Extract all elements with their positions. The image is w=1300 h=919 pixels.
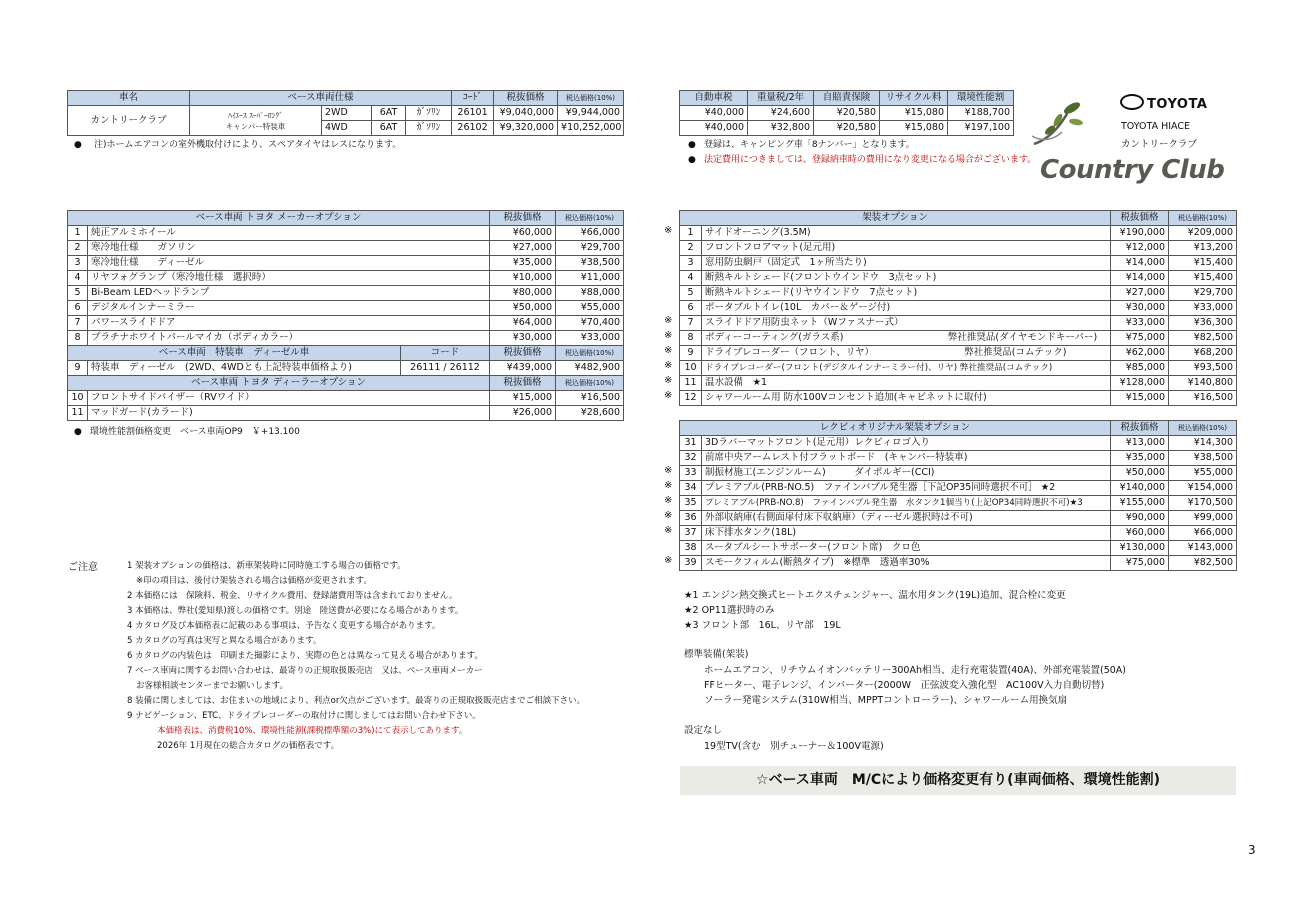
maker-options-title: ベース車両 トヨタ メーカーオプション [68, 211, 490, 226]
option-name: フロントフロアマット(足元用) [702, 241, 1111, 256]
option-name: 窓用防虫網戸（固定式 1ヶ所当たり) [702, 256, 1111, 271]
aftermarket-mark: ※ [664, 225, 673, 236]
price-tax: ¥482,900 [556, 361, 624, 376]
bullet-icon: ● [688, 155, 696, 165]
price: ¥27,000 [490, 241, 556, 256]
fuel: ｶﾞｿﾘﾝ [406, 106, 452, 121]
table-row [68, 361, 624, 376]
row-number: 32 [680, 451, 702, 466]
standard-line: ホームエアコン、リチウムイオンバッテリー300Ah相当、走行充電装置(40A)、外部充電装置(50A) [704, 665, 1126, 676]
code: 26102 [452, 121, 494, 136]
table-row [680, 526, 1237, 541]
header-base-spec: ベース車両仕様 [190, 91, 452, 106]
row-number: 11 [68, 406, 88, 421]
row-number: 9 [680, 346, 702, 361]
registration-note [688, 137, 915, 150]
option-name: 温水設備 ★1 [702, 376, 1111, 391]
table-row [680, 496, 1237, 511]
table-row [680, 361, 1237, 376]
toyota-wordmark: TOYOTA [1147, 97, 1208, 112]
header-car-name: 車名 [68, 91, 190, 106]
aftermarket-mark: ※ [664, 510, 673, 521]
code: 26101 [452, 106, 494, 121]
price: ¥128,000 [1111, 376, 1169, 391]
catalog-date-note: 2026年 1月現在の総合カタログの価格表です。 [157, 741, 340, 751]
price-change-banner: ☆ベース車両 M/Cにより価格変更有り(車両価格、環境性能割) [680, 766, 1236, 795]
env-tax: ¥188,700 [948, 106, 1014, 121]
price-tax: ¥16,500 [556, 391, 624, 406]
standard-title: 標準装備(架装) [684, 649, 749, 660]
price-tax: ¥15,400 [1169, 256, 1237, 271]
option-name: パワースライドドア [88, 316, 490, 331]
table-row [68, 316, 624, 331]
row-number: 9 [68, 361, 88, 376]
option-name: ドライブレコーダー(フロント(デジタルインナーミラー付)、リヤ) 弊社推奨品(コムテック) [702, 361, 1111, 376]
aftermarket-mark: ※ [664, 315, 673, 326]
price-tax: ¥82,500 [1169, 331, 1237, 346]
standard-line: FFヒーター、電子レンジ、インバーター(2000W 正弦波変入強化型 AC100V入力自動切替) [704, 680, 1105, 691]
table-row [680, 316, 1237, 331]
price: ¥14,000 [1111, 271, 1169, 286]
price-tax: ¥68,200 [1169, 346, 1237, 361]
diesel-code-header: コード [401, 346, 490, 361]
table-row [68, 271, 624, 286]
header-price: 税抜価格 [1111, 421, 1169, 436]
header-price: 税抜価格 [490, 376, 556, 391]
price-tax: ¥209,000 [1169, 226, 1237, 241]
option-name: プレミアブル(PRB-NO.8) ファインバブル発生器 水タンク1個当り(上記OP34同時選択不可)★3 [702, 496, 1111, 511]
option-code: 26111 / 26112 [401, 361, 490, 376]
row-number: 39 [680, 556, 702, 571]
price-tax: ¥170,500 [1169, 496, 1237, 511]
row-number: 8 [68, 331, 88, 346]
price-tax: ¥99,000 [1169, 511, 1237, 526]
row-number: 10 [68, 391, 88, 406]
env-tax: ¥197,100 [948, 121, 1014, 136]
row-number: 1 [68, 226, 88, 241]
price: ¥75,000 [1111, 556, 1169, 571]
caution-label: ご注意 [68, 562, 98, 573]
transmission: 6AT [372, 106, 406, 121]
table-row [680, 391, 1237, 406]
caution-line: 5 カタログの写真は実写と異なる場合があります。 [127, 636, 322, 646]
legal-fee-note-text: 法定費用につきましては、登録納車時の費用になり変更になる場合がございます。 [704, 155, 1037, 165]
option-name: 前席中央アームレスト付フラットボード (キャンパー特装車) [702, 451, 1111, 466]
table-row [680, 556, 1237, 571]
price-tax: ¥36,300 [1169, 316, 1237, 331]
auto-tax: ¥40,000 [680, 106, 748, 121]
price: ¥140,000 [1111, 481, 1169, 496]
weight-tax: ¥24,600 [748, 106, 814, 121]
price-tax: ¥33,000 [556, 331, 624, 346]
option-name: 断熱キルトシェード(リヤウインドウ 7点セット) [702, 286, 1111, 301]
toyota-emblem-icon [1120, 94, 1144, 110]
option-name: ポータブルトイレ(10L カバー＆ゲージ付) [702, 301, 1111, 316]
price: ¥50,000 [490, 301, 556, 316]
price-tax: ¥140,800 [1169, 376, 1237, 391]
table-row [680, 541, 1237, 556]
row-number: 6 [680, 301, 702, 316]
bullet-icon: ● [688, 140, 696, 150]
row-number: 36 [680, 511, 702, 526]
row-number: 5 [680, 286, 702, 301]
price-tax: ¥70,400 [556, 316, 624, 331]
option-name: シャワールーム用 防水100Vコンセント追加(キャビネットに取付) [702, 391, 1111, 406]
option-name: スータブルシートサポーター(フロント席) クロ色 [702, 541, 1111, 556]
header-price-tax: 税込価格(10%) [556, 376, 624, 391]
price: ¥35,000 [1111, 451, 1169, 466]
price-tax: ¥9,944,000 [558, 106, 624, 121]
caution-line: お客様相談センターまでお願いします。 [136, 681, 288, 691]
price-tax: ¥10,252,000 [558, 121, 624, 136]
caution-line: 3 本価格は、弊社(愛知県)渡しの価格です。別途 陸送費が必要になる場合があります。 [127, 606, 464, 616]
option-name: フロントサイドバイザー（RVワイド） [88, 391, 490, 406]
option-name: 床下排水タンク(18L) [702, 526, 1111, 541]
caution-line: 1 架装オプションの価格は、新車架装時に同時施工する場合の価格です。 [127, 561, 406, 571]
price: ¥10,000 [490, 271, 556, 286]
price-tax: ¥88,000 [556, 286, 624, 301]
header-price: 税抜価格 [494, 91, 558, 106]
diesel-title: ベース車両 特装車 ディーゼル車 [68, 346, 401, 361]
option-name: リヤフォグランプ（寒冷地仕様 選択時） [88, 271, 490, 286]
header-price-tax: 税込価格(10%) [556, 346, 624, 361]
price-tax: ¥13,200 [1169, 241, 1237, 256]
header-price: 税抜価格 [1111, 211, 1169, 226]
row-number: 5 [68, 286, 88, 301]
row-number: 8 [680, 331, 702, 346]
recycle: ¥15,080 [880, 106, 948, 121]
row-number: 3 [68, 256, 88, 271]
option-name: プラチナホワイトパールマイカ（ボディカラー） [88, 331, 490, 346]
row-number: 33 [680, 466, 702, 481]
price: ¥27,000 [1111, 286, 1169, 301]
price-tax: ¥14,300 [1169, 436, 1237, 451]
price-tax: ¥66,000 [556, 226, 624, 241]
option-name: 寒冷地仕様 ガソリン [88, 241, 490, 256]
price-tax: ¥33,000 [1169, 301, 1237, 316]
price-tax: ¥29,700 [1169, 286, 1237, 301]
drive: 2WD [322, 106, 372, 121]
price-tax: ¥29,700 [556, 241, 624, 256]
bullet-icon: ● [74, 140, 82, 150]
price-tax: ¥28,600 [556, 406, 624, 421]
table-row [68, 331, 624, 346]
price-tax: ¥38,500 [556, 256, 624, 271]
legal-fee-table [679, 90, 1014, 136]
price: ¥90,000 [1111, 511, 1169, 526]
registration-note-text: 登録は、キャンピング車「8ナンバー」となります。 [704, 140, 915, 150]
option-name: Bi-Beam LEDヘッドランプ [88, 286, 490, 301]
bullet-icon: ● [74, 427, 82, 437]
header-insurance: 自賠責保険 [814, 91, 880, 106]
header-auto-tax: 自動車税 [680, 91, 748, 106]
price-tax: ¥55,000 [1169, 466, 1237, 481]
price: ¥12,000 [1111, 241, 1169, 256]
row-number: 7 [680, 316, 702, 331]
base-vehicle-price-table [67, 90, 624, 136]
option-name: サイドオーニング(3.5M) [702, 226, 1111, 241]
price: ¥35,000 [490, 256, 556, 271]
table-row [680, 511, 1237, 526]
aftermarket-mark: ※ [664, 360, 673, 371]
legal-fee-note [688, 152, 1036, 165]
aftermarket-mark: ※ [664, 345, 673, 356]
option-name: スモークフィルム(断熱タイプ) ※標準 透過率30% [702, 556, 1111, 571]
row-number: 34 [680, 481, 702, 496]
aftermarket-mark: ※ [664, 375, 673, 386]
table-row [680, 286, 1237, 301]
caution-line: 9 ナビゲーション、ETC、ドライブレコーダーの取付けに関しましてはお問い合わせ下さい。 [127, 711, 481, 721]
price: ¥64,000 [490, 316, 556, 331]
option-name: マッドガード(カラード) [88, 406, 490, 421]
no-setting-title: 設定なし [684, 725, 723, 736]
transmission: 6AT [372, 121, 406, 136]
header-price-tax: 税込価格(10%) [558, 91, 624, 106]
recycle: ¥15,080 [880, 121, 948, 136]
table-row [680, 481, 1237, 496]
option-name: 外部収納庫(右側面扉付床下収納庫）（ディーゼル選択時は不可) [702, 511, 1111, 526]
price: ¥14,000 [1111, 256, 1169, 271]
row-number: 10 [680, 361, 702, 376]
standard-line: ソーラー発電システム(310W相当、MPPTコントローラー)、シャワールーム用換気扇 [704, 695, 1068, 706]
table-row [68, 226, 624, 241]
maker-options-table [67, 210, 624, 421]
option-name: ドライブレコーダー（フロント、リヤ） 弊社推奨品(コムテック) [702, 346, 1111, 361]
price-tax: ¥55,000 [556, 301, 624, 316]
price: ¥130,000 [1111, 541, 1169, 556]
env-tax-note-text: 環境性能割価格変更 ベース車両OP9 ￥+13.100 [90, 427, 300, 437]
drive: 4WD [322, 121, 372, 136]
caution-line: 4 カタログ及び本価格表に記載のある事項は、予告なく変更する場合があります。 [127, 621, 441, 631]
caution-line: 7 ベース車両に関するお問い合わせは、最寄りの正規取扱販売店 又は、ベース車両メーカー [127, 666, 483, 676]
price-tax: ¥11,000 [556, 271, 624, 286]
table-row [680, 466, 1237, 481]
table-row [68, 301, 624, 316]
aftermarket-mark: ※ [664, 525, 673, 536]
price: ¥13,000 [1111, 436, 1169, 451]
spare-tire-note [74, 137, 401, 150]
price: ¥30,000 [490, 331, 556, 346]
fuel: ｶﾞｿﾘﾝ [406, 121, 452, 136]
caution-line: 8 装備に関しましては、お住まいの地域により、利点or欠点がございます。最寄りの正規取扱販売店までご相談下さい。 [127, 696, 586, 706]
row-number: 2 [680, 241, 702, 256]
row-number: 1 [680, 226, 702, 241]
table-row [680, 376, 1237, 391]
price: ¥33,000 [1111, 316, 1169, 331]
aftermarket-mark: ※ [664, 555, 673, 566]
price: ¥80,000 [490, 286, 556, 301]
row-number: 4 [68, 271, 88, 286]
row-number: 12 [680, 391, 702, 406]
weight-tax: ¥32,800 [748, 121, 814, 136]
header-code: ｺｰﾄﾞ [452, 91, 494, 106]
caution-line: 6 カタログの内装色は 印刷また撮影により、実際の色とは異なって見える場合があります。 [127, 651, 483, 661]
row-number: 31 [680, 436, 702, 451]
dealer-options-title: ベース車両 トヨタ ディーラーオプション [68, 376, 490, 391]
price-tax: ¥16,500 [1169, 391, 1237, 406]
header-price: 税抜価格 [490, 346, 556, 361]
base-model-line1: ﾊｲｴｰｽ ｽｰﾊﾟｰﾛﾝｸﾞ [228, 110, 283, 120]
option-name: 断熱キルトシェード(フロントウインドウ 3点セット) [702, 271, 1111, 286]
header-env-tax: 環境性能割 [948, 91, 1014, 106]
header-price-tax: 税込価格(10%) [1169, 211, 1237, 226]
no-setting-line: 19型TV(含む 別チューナー＆100V電源) [704, 741, 884, 752]
price: ¥439,000 [490, 361, 556, 376]
table-row [68, 391, 624, 406]
option-name: デジタルインナーミラー [88, 301, 490, 316]
option-name: 寒冷地仕様 ディーゼル [88, 256, 490, 271]
row-number: 7 [68, 316, 88, 331]
brand-line1: TOYOTA HIACE [1121, 121, 1191, 132]
leaf-logo-icon [1028, 96, 1092, 152]
table-row [68, 241, 624, 256]
option-name: スライドドア用防虫ネット（Wファスナー式） [702, 316, 1111, 331]
price: ¥30,000 [1111, 301, 1169, 316]
price-tax: ¥143,000 [1169, 541, 1237, 556]
base-model [190, 106, 322, 136]
price: ¥85,000 [1111, 361, 1169, 376]
base-model-line2: キャンパー特装車 [225, 121, 286, 131]
header-weight-tax: 重量税/2年 [748, 91, 814, 106]
price: ¥9,040,000 [494, 106, 558, 121]
header-recycle: リサイクル料 [880, 91, 948, 106]
star-note-2: ★2 OP11選択時のみ [684, 605, 775, 616]
row-number: 3 [680, 256, 702, 271]
option-name: プレミアブル(PRB-NO.5) ファインバブル発生器［下記OP35同時選択不可］ ★2 [702, 481, 1111, 496]
country-club-logo: Country Club [1040, 155, 1225, 185]
header-price-tax: 税込価格(10%) [1169, 421, 1237, 436]
aftermarket-mark: ※ [664, 495, 673, 506]
original-options-table [679, 420, 1237, 571]
price: ¥190,000 [1111, 226, 1169, 241]
toyota-logo [1120, 94, 1207, 112]
price: ¥9,320,000 [494, 121, 558, 136]
aftermarket-mark: ※ [664, 390, 673, 401]
table-row [680, 226, 1237, 241]
table-row [680, 271, 1237, 286]
row-number: 37 [680, 526, 702, 541]
build-options-title: 架装オプション [680, 211, 1111, 226]
aftermarket-mark: ※ [664, 465, 673, 476]
table-row [68, 406, 624, 421]
price: ¥26,000 [490, 406, 556, 421]
row-number: 6 [68, 301, 88, 316]
table-row [680, 256, 1237, 271]
caution-line: ※印の項目は、後付け架装される場合は価格が変更されます。 [136, 576, 372, 586]
price: ¥75,000 [1111, 331, 1169, 346]
price-tax: ¥154,000 [1169, 481, 1237, 496]
price: ¥62,000 [1111, 346, 1169, 361]
row-number: 2 [68, 241, 88, 256]
spare-tire-note-text: 注)ホームエアコンの室外機取付けにより、スペアタイヤはレスになります。 [94, 140, 402, 150]
table-row [680, 451, 1237, 466]
table-row [680, 346, 1237, 361]
star-note-3: ★3 フロント部 16L、リヤ部 19L [684, 620, 841, 631]
tax-display-note: 本価格表は、消費税10%、環境性能割(課税標準額の3%)にて表示してあります。 [157, 726, 468, 736]
price: ¥15,000 [1111, 391, 1169, 406]
aftermarket-mark: ※ [664, 480, 673, 491]
insurance: ¥20,580 [814, 121, 880, 136]
price-tax: ¥93,500 [1169, 361, 1237, 376]
price: ¥155,000 [1111, 496, 1169, 511]
car-name: カントリークラブ [68, 106, 190, 136]
price-tax: ¥66,000 [1169, 526, 1237, 541]
build-options-table [679, 210, 1237, 406]
option-name: 特装車 ディーゼル (2WD、4WDとも上記特装車価格より) [88, 361, 401, 376]
price-tax: ¥15,400 [1169, 271, 1237, 286]
star-note-1: ★1 エンジン熱交換式ヒートエクスチェンジャー、温水用タンク(19L)追加、混合栓に変更 [684, 590, 1066, 601]
table-row [680, 301, 1237, 316]
env-tax-note [74, 424, 300, 437]
auto-tax: ¥40,000 [680, 121, 748, 136]
price: ¥50,000 [1111, 466, 1169, 481]
price-tax: ¥38,500 [1169, 451, 1237, 466]
caution-line: 2 本価格には 保険料、税金、リサイクル費用、登録諸費用等は含まれておりません。 [127, 591, 458, 601]
price: ¥60,000 [490, 226, 556, 241]
option-name: 3Dラバーマットフロント(足元用）レクビィロゴ入り [702, 436, 1111, 451]
table-row [68, 286, 624, 301]
table-row [680, 436, 1237, 451]
row-number: 38 [680, 541, 702, 556]
table-row [680, 241, 1237, 256]
header-price: 税抜価格 [490, 211, 556, 226]
aftermarket-mark: ※ [664, 330, 673, 341]
header-price-tax: 税込価格(10%) [556, 211, 624, 226]
option-name: 純正アルミホイール [88, 226, 490, 241]
table-row [68, 256, 624, 271]
row-number: 11 [680, 376, 702, 391]
row-number: 4 [680, 271, 702, 286]
original-options-title: レクビィオリジナル架装オプション [680, 421, 1111, 436]
table-row [680, 331, 1237, 346]
option-name: ボディーコーティング(ガラス系) 弊社推奨品(ダイヤモンドキーパー) [702, 331, 1111, 346]
row-number: 35 [680, 496, 702, 511]
page-number: 3 [1248, 843, 1256, 857]
brand-line2: カントリークラブ [1121, 139, 1198, 150]
option-name: 制振材施工(エンジンルーム) ダイポルギー(CCI) [702, 466, 1111, 481]
price-tax: ¥82,500 [1169, 556, 1237, 571]
insurance: ¥20,580 [814, 106, 880, 121]
price: ¥15,000 [490, 391, 556, 406]
price: ¥60,000 [1111, 526, 1169, 541]
